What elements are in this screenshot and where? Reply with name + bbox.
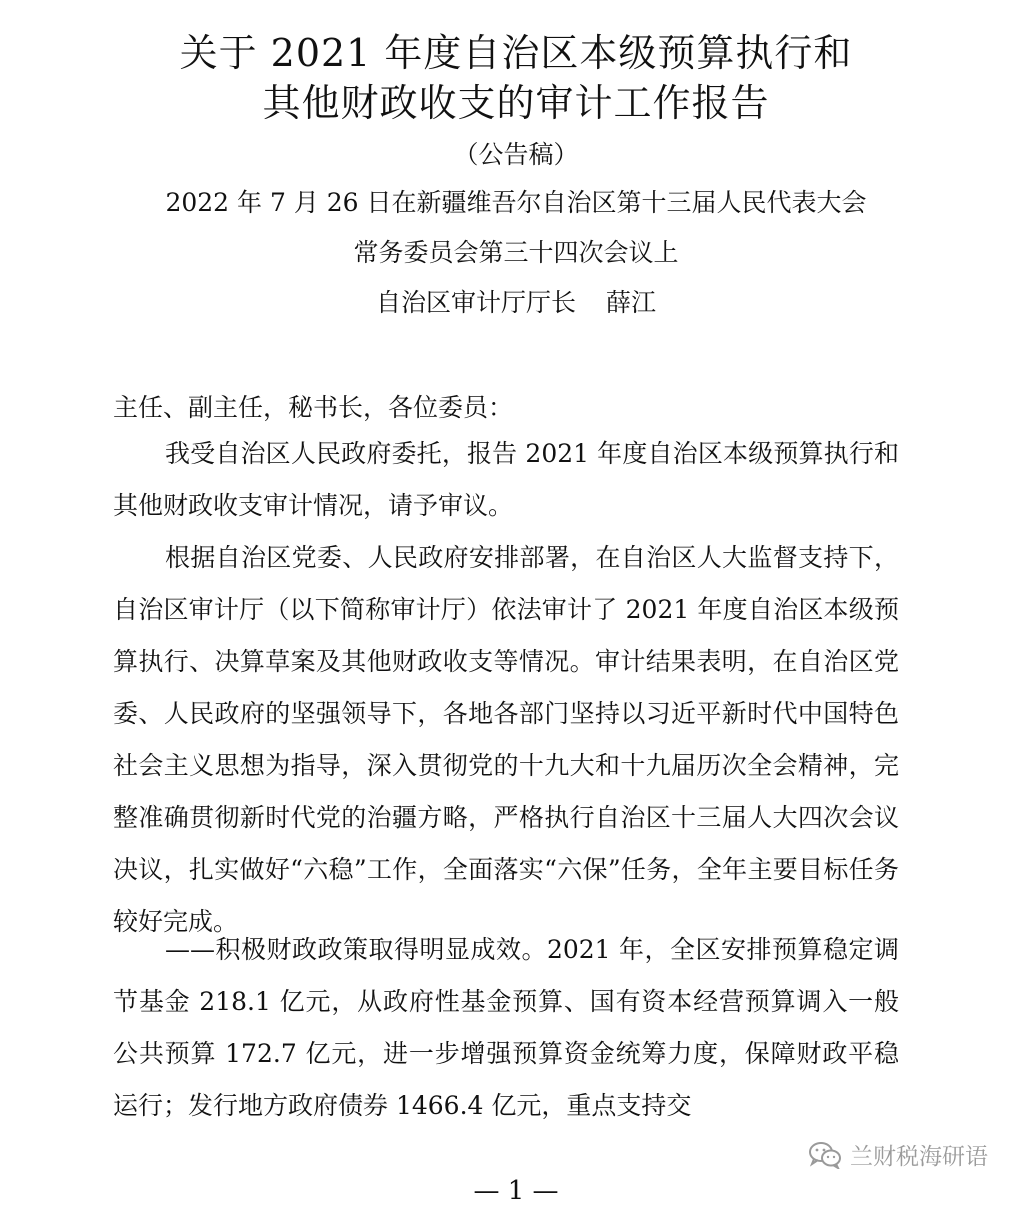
date-line: 2022 年 7 月 26 日在新疆维吾尔自治区第十三届人民代表大会	[165, 188, 867, 217]
wechat-icon	[808, 1141, 842, 1169]
body-paragraph-2: 根据自治区党委、人民政府安排部署，在自治区人大监督支持下，自治区审计厅（以下简称审计厅）依法审计了 2021 年度自治区本级预算执行、决算草案及其他财政收支等情况。审计结果表明，在自治区党委、人民政府的坚强领导下，各地各部门坚持以习近平新时代中国特色社会主义思想为指导，深入贯彻党的十九大和十九届历次全会精神，完整准确贯彻新时代党的治疆方略，严格执行自治区十三届人大四次会议决议，扎实做好“六稳”工作，全面落实“六保”任务，全年主要目标任务较好完成。	[113, 543, 899, 936]
meeting-line: 常务委员会第三十四次会议上	[353, 238, 679, 267]
report-title-line2: 其他财政收支的审计工作报告	[262, 81, 770, 125]
body-paragraph-3: ——积极财政政策取得明显成效。2021 年，全区安排预算稳定调节基金 218.1 亿元，从政府性基金预算、国有资本经营预算调入一般公共预算 172.7 亿元，进一步增强预算资金统筹力度，保障财政平稳运行；发行地方政府债券 1466.4 亿元，重点支持交	[113, 935, 899, 1120]
author-line	[0, 288, 1032, 318]
author-name: 薛江	[606, 288, 657, 317]
salutation: 主任、副主任，秘书长，各位委员：	[113, 393, 514, 422]
author-title: 自治区审计厅厅长	[375, 288, 576, 317]
page-number: — 1 —	[473, 1176, 559, 1206]
draft-note: （公告稿）	[453, 140, 579, 169]
body-paragraph-1: 我受自治区人民政府委托，报告 2021 年度自治区本级预算执行和其他财政收支审计情况，请予审议。	[113, 439, 899, 520]
watermark-text: 兰财税海研语	[850, 1144, 988, 1170]
watermark	[808, 1138, 988, 1171]
report-title-line1: 关于 2021 年度自治区本级预算执行和	[179, 31, 853, 75]
